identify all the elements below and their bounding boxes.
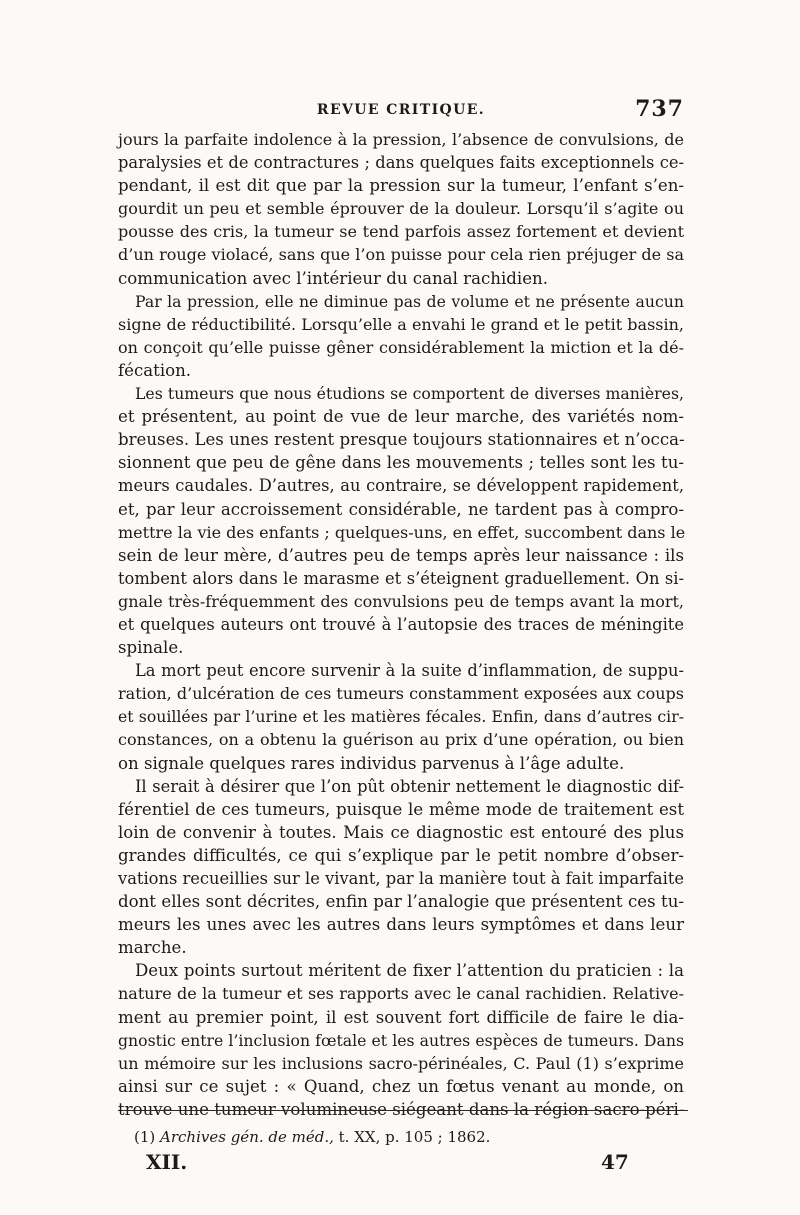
page-number: 737 xyxy=(635,96,684,122)
text-line: ration, d’ulcération de ces tumeurs constamment exposées aux coups xyxy=(118,684,684,704)
text-line: meurs les unes avec les autres dans leurs symptômes et dans leur xyxy=(118,915,684,935)
text-line: paralysies et de contractures ; dans quelques faits exceptionnels ce- xyxy=(118,153,684,173)
text-line: dont elles sont décrites, enfin par l’analogie que présentent ces tu- xyxy=(118,892,684,912)
text-line: férentiel de ces tumeurs, puisque le même mode de traitement est xyxy=(118,799,684,819)
text-line: Deux points surtout méritent de fixer l’attention du praticien : la xyxy=(135,961,684,981)
text-line: un mémoire sur les inclusions sacro-périnéales, C. Paul (1) s’exprime xyxy=(118,1053,684,1073)
text-line: La mort peut encore survenir à la suite d’inflammation, de suppu- xyxy=(135,661,684,681)
text-line: Il serait à désirer que l’on pût obtenir nettement le diagnostic dif- xyxy=(135,776,684,796)
signature-mark: XII. xyxy=(146,1150,188,1174)
text-line: on signale quelques rares individus parvenus à l’âge adulte. xyxy=(118,753,625,773)
text-line: pendant, il est dit que par la pression sur la tumeur, l’enfant s’en- xyxy=(118,176,684,196)
text-line: signe de réductibilité. Lorsqu’elle a envahi le grand et le petit bassin, xyxy=(118,314,684,334)
text-line: loin de convenir à toutes. Mais ce diagnostic est entouré des plus xyxy=(118,822,684,842)
text-line: Les tumeurs que nous étudions se comportent de diverses manières, xyxy=(135,384,684,404)
text-line: jours la parfaite indolence à la pression, l’absence de convulsions, de xyxy=(118,130,684,149)
text-line: sein de leur mère, d’autres peu de temps après leur naissance : ils xyxy=(118,545,684,565)
running-title: REVUE CRITIQUE. xyxy=(316,102,486,118)
text-line: breuses. Les unes restent presque toujours stationnaires et n’occa- xyxy=(118,430,685,450)
text-line: gnale très-fréquemment des convulsions peu de temps avant la mort, xyxy=(118,591,684,611)
text-line: constances, on a obtenu la guérison au prix d’une opération, ou bien xyxy=(118,730,684,750)
text-line: vations recueillies sur le vivant, par la manière tout à fait imparfaite xyxy=(118,869,684,888)
text-line: sionnent que peu de gêne dans les mouvements ; telles sont les tu- xyxy=(118,453,684,473)
text-line: trouve une tumeur volumineuse siégeant dans la région sacro-péri- xyxy=(118,1099,685,1119)
text-line: gourdit un peu et semble éprouver de la douleur. Lorsqu’il s’agite ou xyxy=(118,199,684,219)
footnote xyxy=(134,1128,490,1146)
text-line: tombent alors dans le marasme et s’éteignent graduellement. On si- xyxy=(118,568,684,588)
text-line: ment au premier point, il est souvent fort difficile de faire le dia- xyxy=(118,1007,684,1027)
text-line: meurs caudales. D’autres, au contraire, se développent rapidement, xyxy=(118,476,684,496)
text-line: et souillées par l’urine et les matières fécales. Enfin, dans d’autres cir- xyxy=(118,707,684,727)
text-line: pousse des cris, la tumeur se tend parfois assez fortement et devient xyxy=(118,222,684,242)
sheet-number: 47 xyxy=(601,1150,629,1174)
text-line: et, par leur accroissement considérable, ne tardent pas à compro- xyxy=(118,499,684,519)
footnote-source: Archives gén. de méd., xyxy=(160,1128,334,1146)
text-line: marche. xyxy=(118,938,187,958)
text-line: mettre la vie des enfants ; quelques-uns, en effet, succombent dans le xyxy=(118,522,686,542)
text-line: et quelques auteurs ont trouvé à l’autopsie des traces de méningite xyxy=(118,614,684,634)
footnote-reference: t. XX, p. 105 ; 1862. xyxy=(338,1128,491,1146)
text-line: gnostic entre l’inclusion fœtale et les autres espèces de tumeurs. Dans xyxy=(118,1030,684,1050)
body-text xyxy=(118,128,684,1121)
text-line: spinale. xyxy=(118,638,184,658)
text-line: grandes difficultés, ce qui s’explique par le petit nombre d’obser- xyxy=(118,845,684,865)
text-line: on conçoit qu’elle puisse gêner considérablement la miction et la dé- xyxy=(118,337,684,357)
text-line: fécation. xyxy=(118,360,192,380)
text-line: ainsi sur ce sujet : « Quand, chez un fœtus venant au monde, on xyxy=(118,1076,684,1096)
text-line: et présentent, au point de vue de leur marche, des variétés nom- xyxy=(118,407,684,427)
text-line: d’un rouge violacé, sans que l’on puisse pour cela rien préjuger de sa xyxy=(118,245,684,265)
page-header xyxy=(118,96,684,126)
footnote-marker: (1) xyxy=(134,1128,156,1146)
footnote-rule xyxy=(118,1110,688,1111)
text-line: nature de la tumeur et ses rapports avec le canal rachidien. Relative- xyxy=(118,984,684,1004)
text-line: communication avec l’intérieur du canal rachidien. xyxy=(118,268,548,288)
text-line: Par la pression, elle ne diminue pas de volume et ne présente aucun xyxy=(135,291,684,311)
